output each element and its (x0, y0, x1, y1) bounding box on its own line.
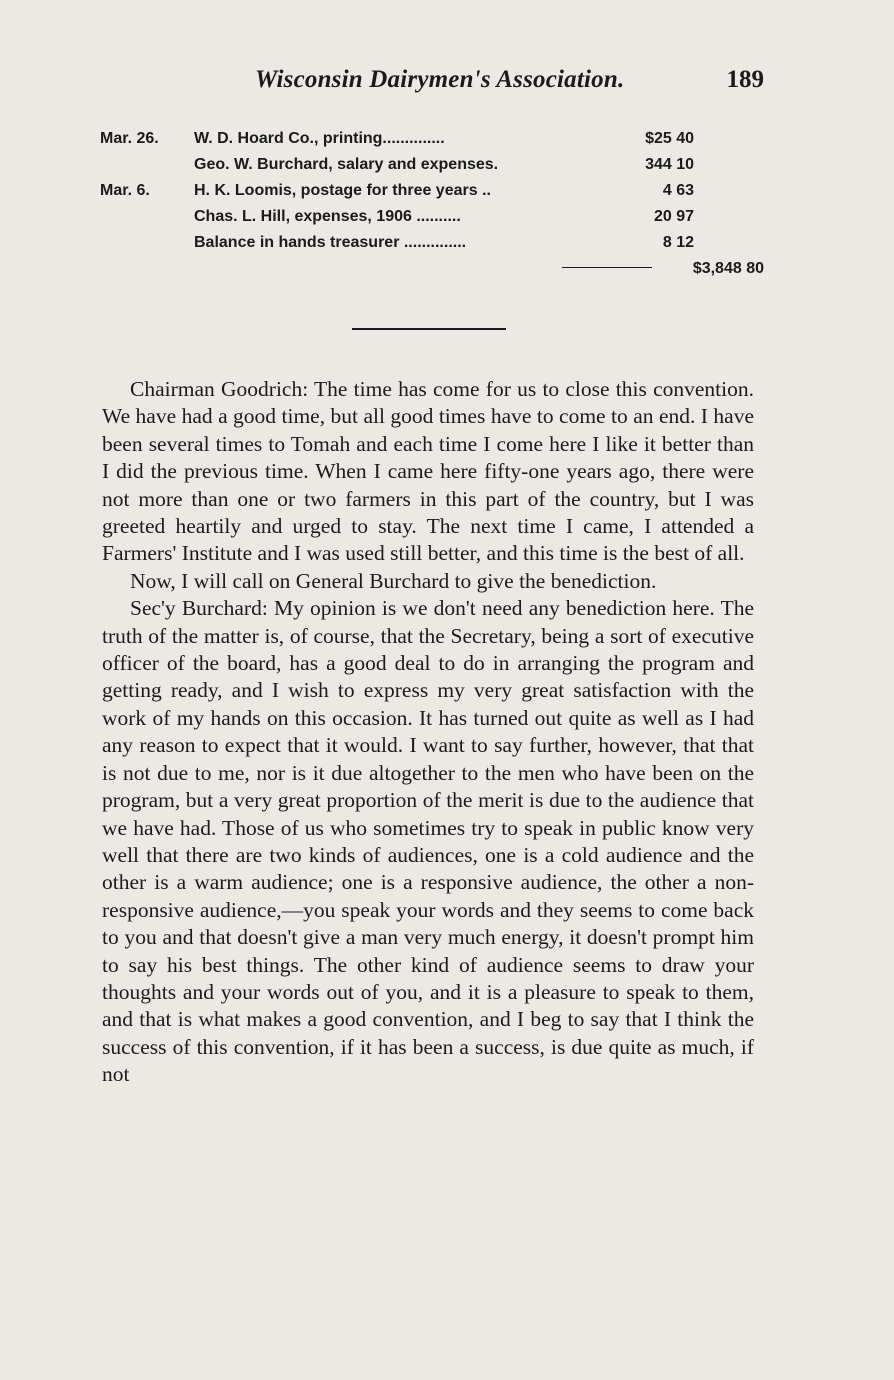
ledger-date: Mar. 6. (100, 182, 150, 199)
ledger-description: Geo. W. Burchard, salary and expenses. (194, 156, 499, 173)
ledger-row (100, 130, 764, 156)
ledger-description: W. D. Hoard Co., printing.............. (194, 130, 445, 147)
ledger-amount: 344 10 (645, 156, 694, 173)
ledger-amount: $25 40 (645, 130, 694, 147)
paragraph: Sec'y Burchard: My opinion is we don't need any benediction here. The truth of the matter is, of course, that the Secretary, being a sort of executive officer of the board, has a good deal to do in arranging the program and getting ready, and I wish to express my very great satisfaction with the work of my hands on this occasion. It has turned out quite as well as I had any reason to expect that it would. I want to say further, however, that that is not due to me, nor is it due altogether to the men who have been on the program, but a very great proportion of the merit is due to the audience that we have had. Those of us who sometimes try to speak in public know very well that there are two kinds of audiences, one is a cold audience and the other is a warm audience; one is a responsive audience, the other a non-responsive audience,—you speak your words and they seems to come back to you and that doesn't give a man very much energy, it doesn't prompt him to say his best things. The other kind of audience seems to draw your thoughts and your words out of you, and it is a pleasure to speak to them, and that is what makes a good convention, and I beg to say that I think the success of this convention, if it has been a success, is due quite as much, if not (102, 596, 754, 1087)
paragraph: Chairman Goodrich: The time has come for us to close this convention. We have had a good time, but all good times have to come to an end. I have been several times to Tomah and each time I come here I like it better than I did the previous time. When I came here fifty-one years ago, there were not more than one or two farmers in this part of the country, but I was greeted heartily and urged to stay. The next time I came, I attended a Farmers' Institute and I was used still better, and this time is the best of all. (102, 377, 754, 566)
ledger-total: $3,848 80 (692, 260, 764, 277)
ledger-row (100, 182, 764, 208)
expense-ledger (100, 130, 764, 286)
ledger-description: H. K. Loomis, postage for three years .. (194, 182, 491, 199)
ledger-total-row (100, 260, 764, 286)
ledger-amount: 20 97 (653, 208, 694, 225)
ledger-description: Chas. L. Hill, expenses, 1906 .......... (194, 208, 461, 225)
ledger-date: Mar. 26. (100, 130, 159, 147)
ledger-amount: 4 63 (662, 182, 694, 199)
ledger-row (100, 156, 764, 182)
transcript-text (102, 376, 754, 1089)
running-title: Wisconsin Dairymen's Association. (255, 66, 625, 93)
sum-rule (562, 267, 652, 268)
paragraph: Now, I will call on General Burchard to give the benediction. (130, 568, 657, 593)
ledger-row (100, 208, 764, 234)
page-number: 189 (726, 66, 764, 93)
ledger-row (100, 234, 764, 260)
ledger-amount: 8 12 (662, 234, 694, 251)
section-divider (352, 328, 506, 330)
running-head (100, 66, 764, 102)
ledger-description: Balance in hands treasurer .............. (194, 234, 467, 251)
